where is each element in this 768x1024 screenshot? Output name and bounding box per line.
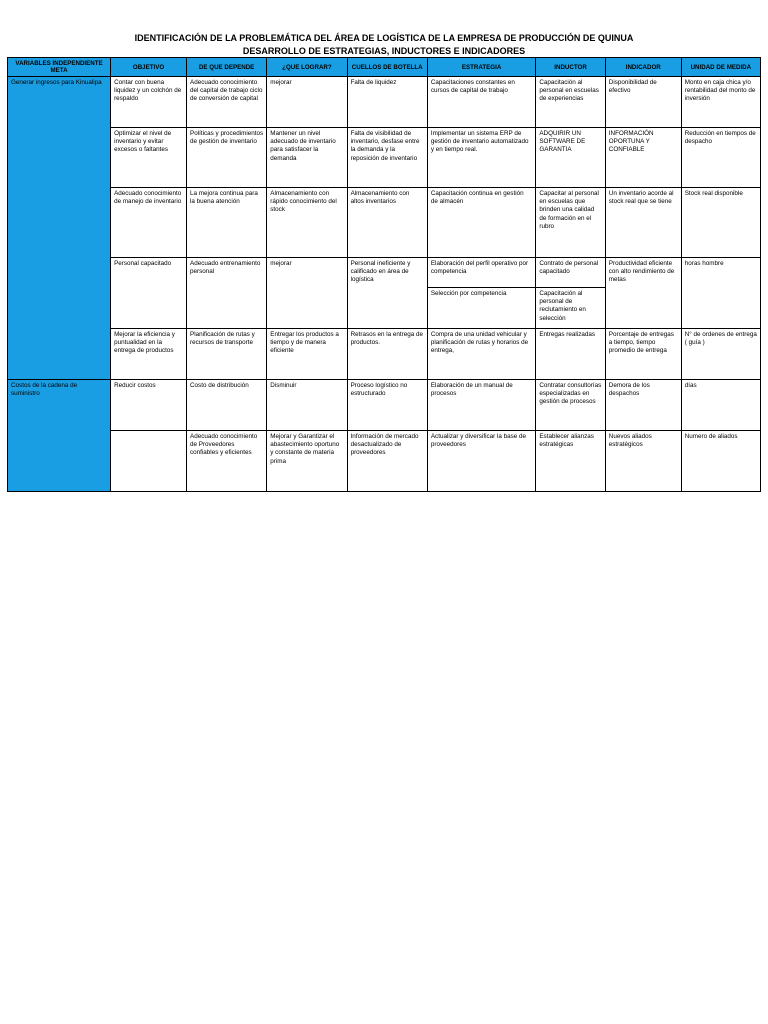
estrategia-cell: Elaboración del perfil operativo por competencia — [427, 258, 536, 288]
cuellos-cell: Personal ineficiente y calificado en área de logística — [347, 258, 427, 329]
objetivo-cell: Contar con buena liquidez y un colchón de respaldo — [111, 77, 187, 128]
header-cell: ESTRATEGIA — [427, 58, 536, 77]
objetivo-cell: Reducir costos — [111, 380, 187, 431]
cuellos-cell: Retrasos en la entrega de productos. — [347, 329, 427, 380]
unidad-cell: Reducción en tiempos de despacho — [681, 128, 760, 188]
header-row — [8, 58, 761, 77]
table-row — [8, 77, 761, 128]
cuellos-cell: Proceso logístico no estructurado — [347, 380, 427, 431]
depende-cell: Planificación de rutas y recursos de transporte — [187, 329, 267, 380]
variable-cell: Generar ingresos para Kinualipa — [8, 77, 111, 380]
unidad-cell: N° de ordenes de entrega ( guía ) — [681, 329, 760, 380]
depende-cell: La mejora continua para la buena atención — [187, 188, 267, 258]
unidad-cell: Monto en caja chica y/o rentabilidad del monto de inversión — [681, 77, 760, 128]
estrategia-cell: Elaboración de un manual de procesos — [427, 380, 536, 431]
indicador-cell: Nuevos aliados estratégicos — [605, 431, 681, 492]
header-cell: DE QUE DEPENDE — [187, 58, 267, 77]
unidad-cell: horas hombre — [681, 258, 760, 329]
estrategia-cell: Selección por competencia — [427, 288, 536, 329]
header-cell: CUELLOS DE BOTELLA — [347, 58, 427, 77]
lograr-cell: Disminuir — [267, 380, 347, 431]
header-cell: VARIABLES INDEPENDIENTE META — [8, 58, 111, 77]
inductor-cell: Capacitación al personal en escuelas de experiencias — [536, 77, 605, 128]
estrategia-cell: Capacitaciones constantes en cursos de capital de trabajo — [427, 77, 536, 128]
cuellos-cell: Almacenamiento con altos inventarios — [347, 188, 427, 258]
indicador-cell: INFORMACIÓN OPORTUNA Y CONFIABLE — [605, 128, 681, 188]
inductor-cell: Capacitación al personal de reclutamiento en selección — [536, 288, 605, 329]
table-row — [8, 258, 761, 288]
estrategia-cell: Implementar un sistema ERP de gestión de inventario automatizado y en tiempo real. — [427, 128, 536, 188]
header-cell: UNIDAD DE MEDIDA — [681, 58, 760, 77]
cuellos-cell: Información de mercado desactualizado de proveedores — [347, 431, 427, 492]
depende-cell: Adecuado conocimiento de Proveedores confiables y eficientes — [187, 431, 267, 492]
header-cell: INDICADOR — [605, 58, 681, 77]
lograr-cell: Entregar los productos a tiempo y de manera eficiente — [267, 329, 347, 380]
document-subtitle: DESARROLLO DE ESTRATEGIAS, INDUCTORES E INDICADORES — [242, 46, 526, 56]
depende-cell: Adecuado entrenamiento personal — [187, 258, 267, 329]
table-row — [8, 329, 761, 380]
estrategia-cell: Compra de una unidad vehicular y planificación de rutas y horarios de entrega, — [427, 329, 536, 380]
indicador-cell: Demora de los despachos — [605, 380, 681, 431]
lograr-cell: mejorar — [267, 77, 347, 128]
inductor-cell: Capacitar al personal en escuelas que brinden una calidad de formación en el rubro — [536, 188, 605, 258]
estrategia-cell: Actualizar y diversificar la base de proveedores — [427, 431, 536, 492]
inductor-cell: Contrato de personal capacitado — [536, 258, 605, 288]
cuellos-cell: Falta de visibilidad de inventario, desfase entre la demanda y la reposición de inventario — [347, 128, 427, 188]
header-cell: ¿QUE LOGRAR? — [267, 58, 347, 77]
depende-cell: Costo de distribución — [187, 380, 267, 431]
unidad-cell: Numero de aliados — [681, 431, 760, 492]
header-cell: INDUCTOR — [536, 58, 605, 77]
estrategia-cell: Capacitación continua en gestión de almacén — [427, 188, 536, 258]
indicador-cell: Porcentaje de entregas a tiempo, tiempo promedio de entrega — [605, 329, 681, 380]
objetivo-cell: Mejorar la eficiencia y puntualidad en la entrega de productos — [111, 329, 187, 380]
cuellos-cell: Falta de liquidez — [347, 77, 427, 128]
inductor-cell: ADQUIRIR UN SOFTWARE DE GARANTIA — [536, 128, 605, 188]
unidad-cell: Stock real disponible — [681, 188, 760, 258]
table-row — [8, 188, 761, 258]
table-row — [8, 431, 761, 492]
table-row — [8, 380, 761, 431]
indicador-cell: Un inventario acorde al stock real que se tiene — [605, 188, 681, 258]
unidad-cell: días — [681, 380, 760, 431]
lograr-cell: mejorar — [267, 258, 347, 329]
inductor-cell: Contratar consultorías especializadas en gestión de procesos — [536, 380, 605, 431]
inductor-cell: Entregas realizadas — [536, 329, 605, 380]
inductor-cell: Establecer alianzas estratégicas — [536, 431, 605, 492]
objetivo-cell: Adecuado conocimiento de manejo de inventario — [111, 188, 187, 258]
depende-cell: Políticas y procedimientos de gestión de inventario — [187, 128, 267, 188]
table-row — [8, 128, 761, 188]
strategy-matrix-table — [7, 57, 761, 492]
objetivo-cell: Personal capacitado — [111, 258, 187, 329]
indicador-cell: Disponibilidad de efectivo — [605, 77, 681, 128]
variable-cell: Costos de la cadena de suministro — [8, 380, 111, 492]
indicador-cell: Productividad eficiente con alto rendimiento de metas — [605, 258, 681, 329]
objetivo-cell — [111, 431, 187, 492]
depende-cell: Adecuado conocimiento del capital de trabajo ciclo de conversión de capital — [187, 77, 267, 128]
objetivo-cell: Optimizar el nivel de inventario y evitar excesos o faltantes — [111, 128, 187, 188]
lograr-cell: Almacenamiento con rápido conocimiento del stock — [267, 188, 347, 258]
document-title: IDENTIFICACIÓN DE LA PROBLEMÁTICA DEL ÁREA DE LOGÍSTICA DE LA EMPRESA DE PRODUCCIÓN DE QUINUA — [134, 33, 634, 43]
lograr-cell: Mejorar y Garantizar el abastecimiento oportuno y constante de materia prima — [267, 431, 347, 492]
lograr-cell: Mantener un nivel adecuado de inventario para satisfacer la demanda — [267, 128, 347, 188]
header-cell: OBJETIVO — [111, 58, 187, 77]
